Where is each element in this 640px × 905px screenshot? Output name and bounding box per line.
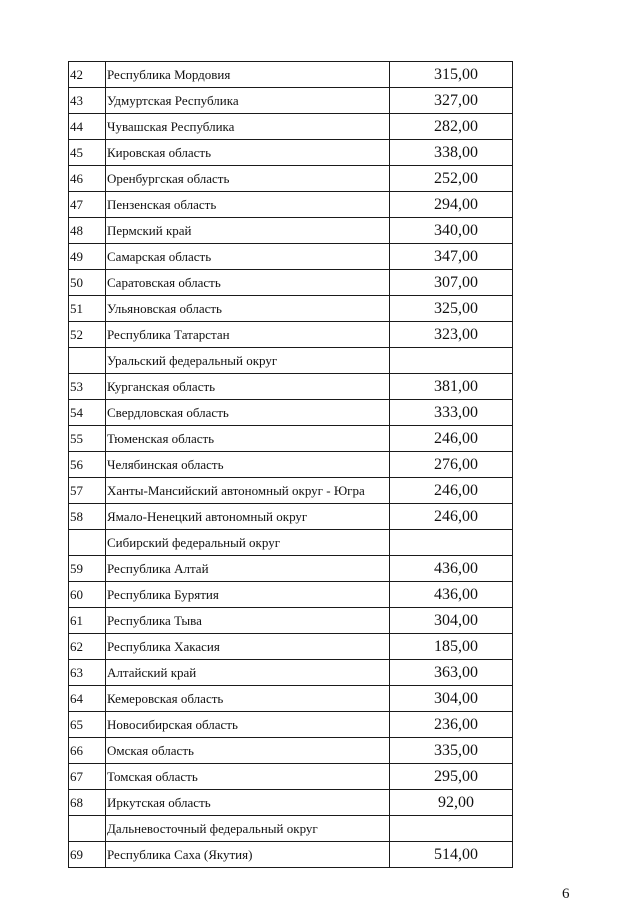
value-cell: 514,00: [390, 842, 513, 868]
table-row: [69, 114, 513, 140]
region-name-cell: Пермский край: [106, 218, 390, 244]
value-cell: 315,00: [390, 62, 513, 88]
region-name-cell: Свердловская область: [106, 400, 390, 426]
row-number-cell: 51: [69, 296, 106, 322]
row-number-cell: 65: [69, 712, 106, 738]
row-number-cell: 62: [69, 634, 106, 660]
table-row: [69, 270, 513, 296]
value-cell: 304,00: [390, 686, 513, 712]
region-name-cell: Саратовская область: [106, 270, 390, 296]
table-row: [69, 374, 513, 400]
table-row: [69, 218, 513, 244]
row-number-cell: 64: [69, 686, 106, 712]
row-number-cell: 56: [69, 452, 106, 478]
region-name-cell: Ульяновская область: [106, 296, 390, 322]
region-name-cell: Алтайский край: [106, 660, 390, 686]
row-number-cell: 60: [69, 582, 106, 608]
value-cell: 246,00: [390, 504, 513, 530]
row-number-cell: 46: [69, 166, 106, 192]
region-name-cell: Республика Татарстан: [106, 322, 390, 348]
value-cell: 327,00: [390, 88, 513, 114]
region-name-cell: Ханты-Мансийский автономный округ - Югра: [106, 478, 390, 504]
district-header-row: [69, 348, 513, 374]
region-name-cell: Оренбургская область: [106, 166, 390, 192]
table-row: [69, 296, 513, 322]
value-cell: 340,00: [390, 218, 513, 244]
regions-table-body: [69, 62, 513, 868]
district-name-cell: Дальневосточный федеральный округ: [106, 816, 390, 842]
row-number-cell: 47: [69, 192, 106, 218]
region-name-cell: Челябинская область: [106, 452, 390, 478]
table-row: [69, 452, 513, 478]
value-cell: 246,00: [390, 478, 513, 504]
value-cell: 333,00: [390, 400, 513, 426]
value-cell: 325,00: [390, 296, 513, 322]
table-row: [69, 192, 513, 218]
table-row: [69, 556, 513, 582]
table-row: [69, 400, 513, 426]
table-row: [69, 790, 513, 816]
region-name-cell: Иркутская область: [106, 790, 390, 816]
row-number-cell: 44: [69, 114, 106, 140]
table-row: [69, 712, 513, 738]
value-cell: 92,00: [390, 790, 513, 816]
row-number-cell: 42: [69, 62, 106, 88]
value-cell: 323,00: [390, 322, 513, 348]
row-number-cell: 52: [69, 322, 106, 348]
row-number-cell: 59: [69, 556, 106, 582]
table-row: [69, 88, 513, 114]
region-name-cell: Республика Мордовия: [106, 62, 390, 88]
table-row: [69, 140, 513, 166]
value-cell: 363,00: [390, 660, 513, 686]
value-cell: 335,00: [390, 738, 513, 764]
page-number: 6: [562, 886, 570, 902]
table-row: [69, 166, 513, 192]
table-row: [69, 660, 513, 686]
region-name-cell: Республика Хакасия: [106, 634, 390, 660]
value-cell: [390, 348, 513, 374]
row-number-cell: 48: [69, 218, 106, 244]
value-cell: 436,00: [390, 556, 513, 582]
row-number-cell: 43: [69, 88, 106, 114]
district-header-row: [69, 530, 513, 556]
region-name-cell: Республика Тыва: [106, 608, 390, 634]
region-name-cell: Кировская область: [106, 140, 390, 166]
row-number-cell: 53: [69, 374, 106, 400]
value-cell: 282,00: [390, 114, 513, 140]
value-cell: 436,00: [390, 582, 513, 608]
regions-table: [68, 61, 513, 868]
value-cell: 185,00: [390, 634, 513, 660]
row-number-cell: 68: [69, 790, 106, 816]
row-number-cell: 50: [69, 270, 106, 296]
region-name-cell: Кемеровская область: [106, 686, 390, 712]
table-row: [69, 478, 513, 504]
region-name-cell: Чувашская Республика: [106, 114, 390, 140]
region-name-cell: Омская область: [106, 738, 390, 764]
district-name-cell: Сибирский федеральный округ: [106, 530, 390, 556]
table-row: [69, 244, 513, 270]
table-row: [69, 62, 513, 88]
region-name-cell: Томская область: [106, 764, 390, 790]
region-name-cell: Пензенская область: [106, 192, 390, 218]
row-number-cell: 54: [69, 400, 106, 426]
row-number-cell: 66: [69, 738, 106, 764]
value-cell: 347,00: [390, 244, 513, 270]
row-number-cell: 63: [69, 660, 106, 686]
row-number-cell: 49: [69, 244, 106, 270]
row-number-cell: [69, 816, 106, 842]
table-row: [69, 608, 513, 634]
table-row: [69, 634, 513, 660]
region-name-cell: Удмуртская Республика: [106, 88, 390, 114]
value-cell: 294,00: [390, 192, 513, 218]
region-name-cell: Новосибирская область: [106, 712, 390, 738]
table-row: [69, 426, 513, 452]
value-cell: 236,00: [390, 712, 513, 738]
value-cell: 381,00: [390, 374, 513, 400]
value-cell: [390, 816, 513, 842]
row-number-cell: 67: [69, 764, 106, 790]
table-row: [69, 322, 513, 348]
district-name-cell: Уральский федеральный округ: [106, 348, 390, 374]
value-cell: 307,00: [390, 270, 513, 296]
table-row: [69, 582, 513, 608]
region-name-cell: Самарская область: [106, 244, 390, 270]
value-cell: 338,00: [390, 140, 513, 166]
region-name-cell: Республика Саха (Якутия): [106, 842, 390, 868]
value-cell: [390, 530, 513, 556]
table-row: [69, 764, 513, 790]
value-cell: 246,00: [390, 426, 513, 452]
table-row: [69, 842, 513, 868]
region-name-cell: Тюменская область: [106, 426, 390, 452]
value-cell: 295,00: [390, 764, 513, 790]
value-cell: 304,00: [390, 608, 513, 634]
row-number-cell: 55: [69, 426, 106, 452]
table-row: [69, 504, 513, 530]
district-header-row: [69, 816, 513, 842]
row-number-cell: 57: [69, 478, 106, 504]
value-cell: 252,00: [390, 166, 513, 192]
value-cell: 276,00: [390, 452, 513, 478]
region-name-cell: Республика Алтай: [106, 556, 390, 582]
row-number-cell: 45: [69, 140, 106, 166]
row-number-cell: 69: [69, 842, 106, 868]
row-number-cell: 58: [69, 504, 106, 530]
region-name-cell: Курганская область: [106, 374, 390, 400]
table-row: [69, 738, 513, 764]
region-name-cell: Ямало-Ненецкий автономный округ: [106, 504, 390, 530]
row-number-cell: [69, 530, 106, 556]
region-name-cell: Республика Бурятия: [106, 582, 390, 608]
row-number-cell: 61: [69, 608, 106, 634]
row-number-cell: [69, 348, 106, 374]
table-row: [69, 686, 513, 712]
